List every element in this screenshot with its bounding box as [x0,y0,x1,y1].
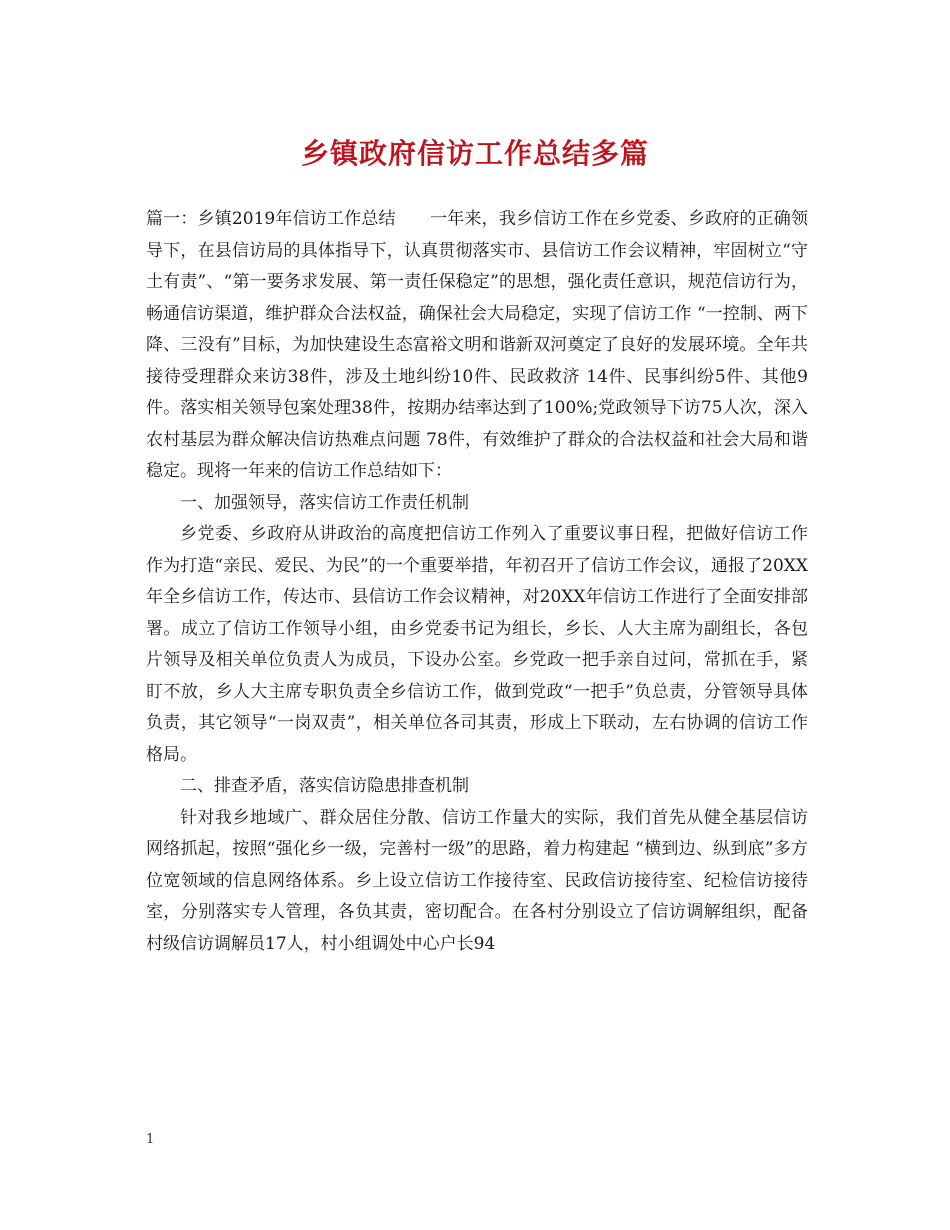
section-heading-1: 一、加强领导，落实信访工作责任机制 [180,492,469,513]
intro-paragraph: 篇一：乡镇2019年信访工作总结 一年来，我乡信访工作在乡党委、乡政府的正确领导下，在县信访局的具体指导下，认真贯彻落实市、县信访工作会议精神，牢固树立“守土有责”、“第一要务求发展、第一责任保稳定”的思想，强化责任意识，规范信访行为，畅通信访渠道，维护群众合法权益，确保社会大局稳定，实现了信访工作 “一控制、两下降、三没有”目标，为加快建设生态富裕文明和谐新双河奠定了良好的发展环境。全年共接待受理群众来访38件，涉及土地纠纷10件、民政救济 14件、民事纠纷5件、其他9件。落实相关领导包案处理38件，按期办结率达到了100%;党政领导下访75人次，深入农村基层为群众解决信访热难点问题 78件，有效维护了群众的合法权益和社会大局和谐稳定。现将一年来的信访工作总结如下： [146,209,808,481]
section-2-paragraph: 针对我乡地域广、群众居住分散、信访工作量大的实际，我们首先从健全基层信访网络抓起，按照“强化乡一级，完善村一级”的思路，着力构建起 “横到边、纵到底”多方位宽领域的信息网络体系。乡上设立信访工作接待室、民政信访接待室、纪检信访接待室，分别落实专人管理，各负其责，密切配合。在各村分别设立了信访调解组织，配备村级信访调解员17人，村小组调处中心户长94 [146,807,808,954]
section-heading-2: 二、排查矛盾，落实信访隐患排查机制 [180,776,469,796]
section-1-paragraph: 乡党委、乡政府从讲政治的高度把信访工作列入了重要议事日程，把做好信访工作作为打造“亲民、爱民、为民”的一个重要举措，年初召开了信访工作会议，通报了20XX年全乡信访工作，传达市、县信访工作会议精神，对20XX年信访工作进行了全面安排部署。成立了信访工作领导小组，由乡党委书记为组长，乡长、人大主席为副组长，各包片领导及相关单位负责人为成员，下设办公室。乡党政一把手亲自过问，常抓在手，紧盯不放，乡人大主席专职负责全乡信访工作，做到党政“一把手”负总责，分管领导具体负责，其它领导“一岗双责”，相关单位各司其责，形成上下联动，左右协调的信访工作格局。 [146,524,808,765]
page-number: 1 [146,1132,155,1147]
document-title: 乡镇政府信访工作总结多篇 [300,137,649,170]
document-body [146,204,808,960]
